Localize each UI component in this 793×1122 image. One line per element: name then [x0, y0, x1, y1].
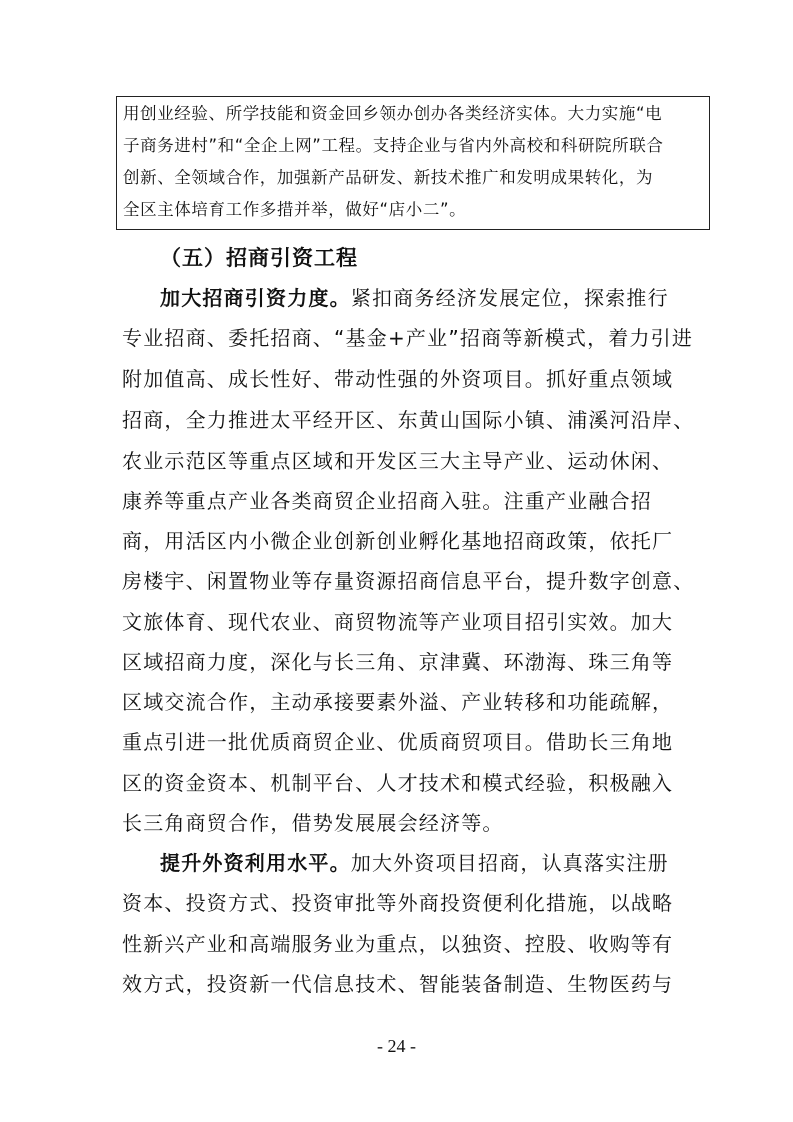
paragraph-line: 性新兴产业和高端服务业为重点，以独资、控股、收购等有	[122, 932, 674, 956]
paragraph-lead: 加大招商引资力度。	[160, 286, 351, 310]
boxed-line: 用创业经验、所学技能和资金回乡领办创办各类经济实体。大力实施“电	[123, 104, 663, 123]
paragraph-line: 招商，全力推进太平经开区、东黄山国际小镇、浦溪河沿岸、	[122, 408, 695, 432]
paragraph-line: 区域交流合作，主动承接要素外溢、产业转移和功能疏解，	[122, 690, 674, 714]
paragraph-line: 商，用活区内小微企业创新创业孵化基地招商政策，依托厂	[122, 529, 674, 553]
section-heading: （五）招商引资工程	[160, 246, 358, 270]
paragraph-line: 长三角商贸合作，借势发展展会经济等。	[122, 811, 504, 835]
paragraph-line: 房楼宇、闲置物业等存量资源招商信息平台，提升数字创意、	[122, 569, 695, 593]
page-number: - 24 -	[377, 1036, 416, 1056]
paragraph-line: 资本、投资方式、投资审批等外商投资便利化措施，以战略	[122, 891, 674, 915]
boxed-line: 全区主体培育工作多措并举，做好“店小二”。	[123, 200, 467, 219]
paragraph-line: 区的资金资本、机制平台、人才技术和模式经验，积极融入	[122, 771, 674, 795]
paragraph-line: 效方式，投资新一代信息技术、智能装备制造、生物医药与	[122, 972, 674, 996]
paragraph-text: 加大外资项目招商，认真落实注册	[350, 851, 669, 875]
paragraph-text: 紧扣商务经济发展定位，探索推行	[350, 286, 669, 310]
paragraph-first-line	[160, 848, 669, 878]
paragraph-line: 康养等重点产业各类商贸企业招商入驻。注重产业融合招	[122, 489, 652, 513]
paragraph-line: 专业招商、委托招商、“基金+产业”招商等新模式，着力引进	[122, 326, 694, 350]
paragraph-line: 附加值高、成长性好、带动性强的外资项目。抓好重点领域	[122, 367, 674, 391]
paragraph-lead: 提升外资利用水平。	[160, 851, 351, 875]
paragraph-line: 区域招商力度，深化与长三角、京津冀、环渤海、珠三角等	[122, 650, 674, 674]
boxed-line: 子商务进村”和“全企上网”工程。支持企业与省内外高校和科研院所联合	[123, 136, 664, 155]
paragraph-line: 文旅体育、现代农业、商贸物流等产业项目招引实效。加大	[122, 610, 674, 634]
paragraph-first-line	[160, 283, 669, 313]
paragraph-line: 重点引进一批优质商贸企业、优质商贸项目。借助长三角地	[122, 730, 674, 754]
boxed-line: 创新、全领域合作，加强新产品研发、新技术推广和发明成果转化，为	[123, 168, 654, 187]
paragraph-line: 农业示范区等重点区域和开发区三大主导产业、运动休闲、	[122, 449, 674, 473]
boxed-text-frame	[116, 96, 710, 230]
